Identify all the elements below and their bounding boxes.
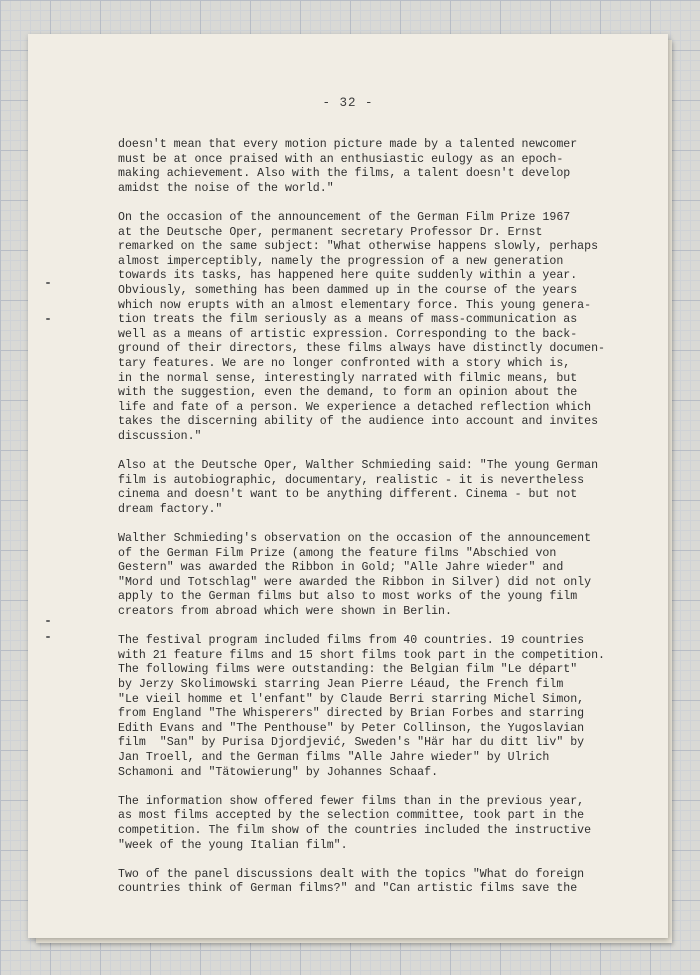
body-text — [118, 138, 666, 911]
paragraph: doesn't mean that every motion picture made by a talented newcomer must be at once praised with an enthusiastic eulogy as an epoch- making achievement. Also with the films, a talent doesn't develop amidst the noise of the world." — [118, 138, 578, 195]
paragraph: On the occasion of the announcement of the German Film Prize 1967 at the Deutsche Oper, permanent secretary Professor Dr. Ernst remarked on the same subject: "What otherwise happens slowly, perhaps almost imperceptibly, namely the progression of a new generation towards its tasks, has happened here quite suddenly within a year. Obviously, something has been dammed up in the course of the years which now erupts with an almost elementary force. This young genera- tion treats the film seriously as a means of mass-communication as well as a means of artistic expression. Corresponding to the back- ground of their directors, these films always have distinctly documen- tary features. We are no longer confronted with a story which is, in the normal sense, interestingly narrated with filmic means, but with the suggestion, even the demand, to form an opinion about the life and fate of a person. We experience a detached reflection which takes the discerning ability of the audience into account and invites discussion." — [118, 210, 606, 443]
punch-mark — [46, 620, 50, 622]
punch-mark — [46, 636, 50, 638]
paragraph: Also at the Deutsche Oper, Walther Schmieding said: "The young German film is autobiographic, documentary, realistic - it is nevertheless cinema and doesn't want to be anything different. Cinema - but not dream factory." — [118, 459, 599, 516]
paragraph: The festival program included films from 40 countries. 19 countries with 21 feature films and 15 short films took part in the competition. The following films were outstanding: the Belgian film "Le départ" by Jerzy Skolimowski starring Jean Pierre Léaud, the French film "Le vieil homme et l'enfant" by Claude Berri starring Michel Simon, from England "The Whisperers" directed by Brian Forbes and starring Edith Evans and "The Penthouse" by Peter Collinson, the Yugoslavian film "San" by Purisa Djordjević, Sweden's "Här har du ditt liv" by Jan Troell, and the German films "Alle Jahre wieder" by Ulrich Schamoni and "Tätowierung" by Johannes Schaaf. — [118, 634, 606, 779]
punch-mark — [46, 282, 50, 284]
paragraph: Walther Schmieding's observation on the occasion of the announcement of the German Film Prize (among the feature films "Abschied von Gestern" was awarded the Ribbon in Gold; "Alle Jahre wieder" and "Mord und Totschlag" were awarded the Ribbon in Silver) did not only apply to the German films but also to most works of the young film creators from abroad which were shown in Berlin. — [118, 532, 592, 618]
paragraph: Two of the panel discussions dealt with the topics "What do foreign countries think of German films?" and "Can artistic films save the — [118, 867, 585, 896]
document-page — [28, 34, 668, 938]
paragraph: The information show offered fewer films than in the previous year, as most films accepted by the selection committee, took part in the competition. The film show of the countries included the instructive "week of the young Italian film". — [118, 794, 592, 852]
punch-mark — [46, 318, 50, 320]
page-number: - 32 - — [322, 96, 374, 110]
